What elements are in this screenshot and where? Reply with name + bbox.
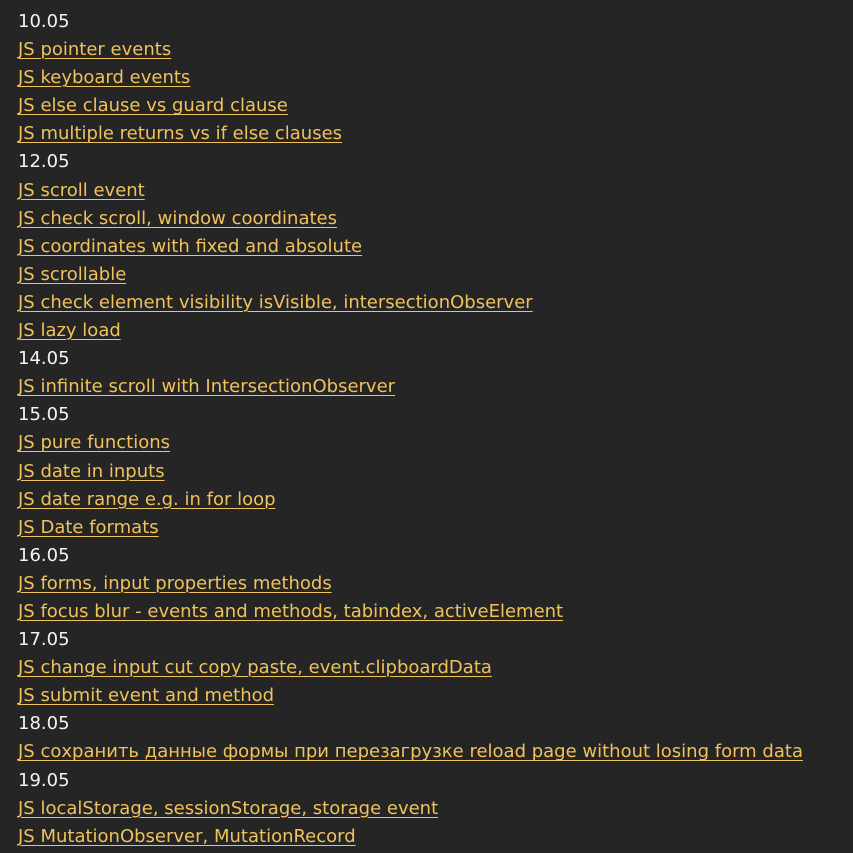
topic-link[interactable]: JS infinite scroll with IntersectionObserver [18, 376, 396, 398]
date-heading: 18.05 [18, 713, 70, 735]
topic-link[interactable]: JS change input cut copy paste, event.clipboardData [18, 657, 492, 679]
topic-link[interactable]: JS focus blur - events and methods, tabindex, activeElement [18, 600, 564, 622]
topic-link[interactable]: JS submit event and method [18, 685, 275, 707]
notes-list [18, 8, 803, 851]
topic-link[interactable]: JS forms, input properties methods [18, 572, 332, 594]
date-heading: 10.05 [18, 11, 70, 32]
topic-link[interactable]: JS Date formats [18, 516, 159, 538]
topic-link[interactable]: JS check scroll, window coordinates [18, 207, 338, 229]
topic-link[interactable]: JS pure functions [18, 432, 170, 454]
topic-link[interactable]: JS else clause vs guard clause [18, 95, 288, 117]
topic-link[interactable]: JS multiple returns vs if else clauses [18, 123, 343, 145]
topic-link[interactable]: JS сохранить данные формы при перезагрузке reload page without losing form data [18, 741, 803, 763]
date-heading: 12.05 [18, 151, 70, 173]
topic-link[interactable]: JS lazy load [18, 320, 121, 342]
topic-link[interactable]: JS localStorage, sessionStorage, storage event [18, 797, 439, 819]
date-heading: 15.05 [18, 404, 70, 426]
date-heading: 14.05 [18, 348, 70, 370]
topic-link[interactable]: JS coordinates with fixed and absolute [18, 235, 363, 257]
date-heading: 19.05 [18, 769, 70, 791]
topic-link[interactable]: JS pointer events [18, 39, 172, 61]
topic-link[interactable]: JS scrollable [18, 263, 127, 285]
date-heading: 17.05 [18, 629, 70, 651]
topic-link[interactable]: JS MutationObserver, MutationRecord [18, 825, 356, 847]
topic-link[interactable]: JS keyboard events [18, 67, 191, 89]
topic-link[interactable]: JS scroll event [18, 179, 145, 201]
topic-link[interactable]: JS check element visibility isVisible, intersectionObserver [18, 291, 533, 313]
topic-link[interactable]: JS date in inputs [18, 460, 165, 482]
date-heading: 16.05 [18, 544, 70, 566]
topic-link[interactable]: JS date range e.g. in for loop [18, 488, 276, 510]
